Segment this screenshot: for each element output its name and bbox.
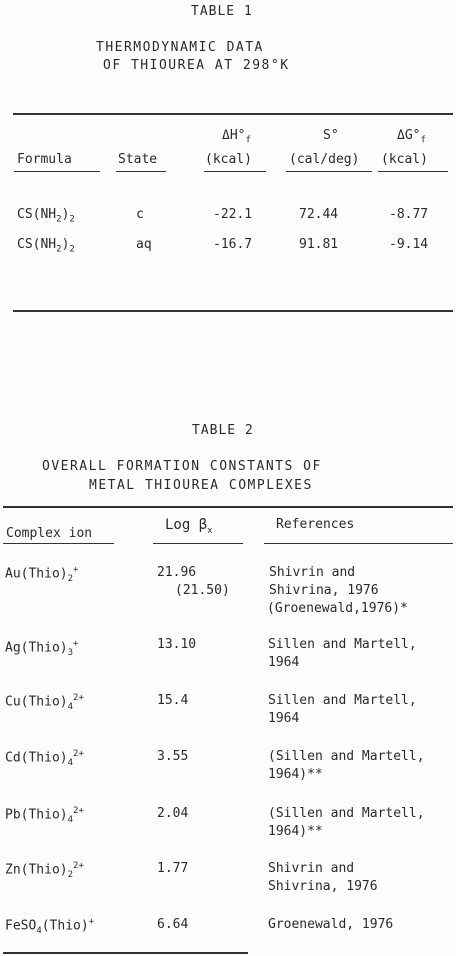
table1-row1-s: 72.44: [299, 207, 339, 222]
table2-col-references: References: [276, 517, 355, 532]
table1-title: TABLE 1: [191, 4, 253, 19]
table2-top-rule: [3, 506, 453, 508]
table2-row2-ref1: Sillen and Martell,: [268, 637, 417, 652]
table2-row1-ref3: (Groenewald,1976)*: [267, 601, 408, 616]
table2-heading-line2: METAL THIOUREA COMPLEXES: [89, 478, 313, 493]
table1-row1-dg: -8.77: [389, 207, 429, 222]
table2-bottom-rule: [3, 952, 248, 954]
table2-row4-ref1: (Sillen and Martell,: [268, 749, 425, 764]
table2-row4-log: 3.55: [157, 749, 189, 764]
table2-row2-ref2: 1964: [268, 655, 300, 670]
table2-heading-line1: OVERALL FORMATION CONSTANTS OF: [42, 459, 322, 474]
table2-row7-ion: FeSO$_4$(Thio)+: [5, 917, 95, 936]
table2-row6-ion: $Zn(Thio)_2^{2+}$: [5, 861, 84, 880]
table2-col-complex: Complex ion: [6, 526, 93, 541]
table2-row5-ref2: 1964)**: [268, 824, 323, 839]
table2-row3-ref2: 1964: [268, 711, 300, 726]
table2-row7-ref1: Groenewald, 1976: [268, 917, 394, 932]
table1-col-dg-unit: (kcal): [381, 152, 428, 167]
table1-underline-state: [116, 171, 166, 172]
table1-s-symbol: S°: [323, 128, 339, 143]
table2-row6-ref2: Shivrina, 1976: [268, 879, 378, 894]
table1-underline-dh: [204, 171, 266, 172]
table1-heading-line2: OF THIOUREA AT 298°K: [103, 58, 290, 73]
table2-row3-ion: $Cu(Thio)_4^{2+}$: [5, 693, 84, 712]
table2-row2-log: 13.10: [157, 637, 197, 652]
table2-col-log: Log $\beta_x$: [165, 517, 213, 536]
table2-underline-log: [153, 543, 243, 544]
table1-dh-symbol: $\Delta H^\circ_f$: [222, 128, 251, 146]
table1-col-state: State: [118, 152, 158, 167]
table2-row5-ref1: (Sillen and Martell,: [268, 806, 425, 821]
table1-col-s-unit: (cal/deg): [289, 152, 360, 167]
table1-row1-state: c: [136, 207, 144, 222]
table2-row3-log: 15.4: [157, 693, 189, 708]
table2-row4-ion: $Cd(Thio)_4^{2+}$: [5, 749, 84, 768]
table2-row3-ref1: Sillen and Martell,: [268, 693, 417, 708]
table1-row2-dg: -9.14: [389, 237, 429, 252]
table1-bottom-rule: [13, 310, 453, 312]
table2-row4-ref2: 1964)**: [268, 767, 323, 782]
table1-top-rule: [13, 113, 453, 115]
table1-dg-symbol: $\Delta G^\circ_f$: [397, 128, 426, 146]
table2-row2-ion: $Ag(Thio)_3^+$: [5, 639, 79, 658]
table1-col-formula: Formula: [17, 152, 72, 167]
table2-underline-complex: [3, 543, 114, 544]
table2-underline-references: [264, 543, 453, 544]
table1-heading-line1: THERMODYNAMIC DATA: [96, 40, 264, 55]
table1-underline-dg: [378, 171, 448, 172]
table2-title: TABLE 2: [192, 423, 254, 438]
table2-row6-log: 1.77: [157, 861, 189, 876]
table1-row2-formula: $CS(NH_2)_2$: [17, 237, 75, 255]
table2-row6-ref1: Shivrin and: [268, 861, 355, 876]
table1-row2-state: aq: [136, 237, 152, 252]
table1-row1-formula: $CS(NH_2)_2$: [17, 207, 75, 225]
table1-underline-formula: [14, 171, 100, 172]
table1-row2-s: 91.81: [299, 237, 339, 252]
table1-underline-s: [286, 171, 372, 172]
table1-col-dh-unit: (kcal): [205, 152, 252, 167]
table2-row1-ion: $Au(Thio)_2^+$: [5, 565, 79, 584]
table2-row1-log-alt: (21.50): [175, 583, 230, 598]
table2-row1-ref2: Shivrina, 1976: [269, 583, 379, 598]
table2-row5-log: 2.04: [157, 806, 189, 821]
table2-row5-ion: $Pb(Thio)_4^{2+}$: [5, 806, 84, 825]
table1-row1-dh: -22.1: [213, 207, 253, 222]
table2-row7-log: 6.64: [157, 917, 189, 932]
table2-row1-ref1: Shivrin and: [269, 565, 356, 580]
table2-row1-log: 21.96: [157, 565, 197, 580]
table1-row2-dh: -16.7: [213, 237, 253, 252]
